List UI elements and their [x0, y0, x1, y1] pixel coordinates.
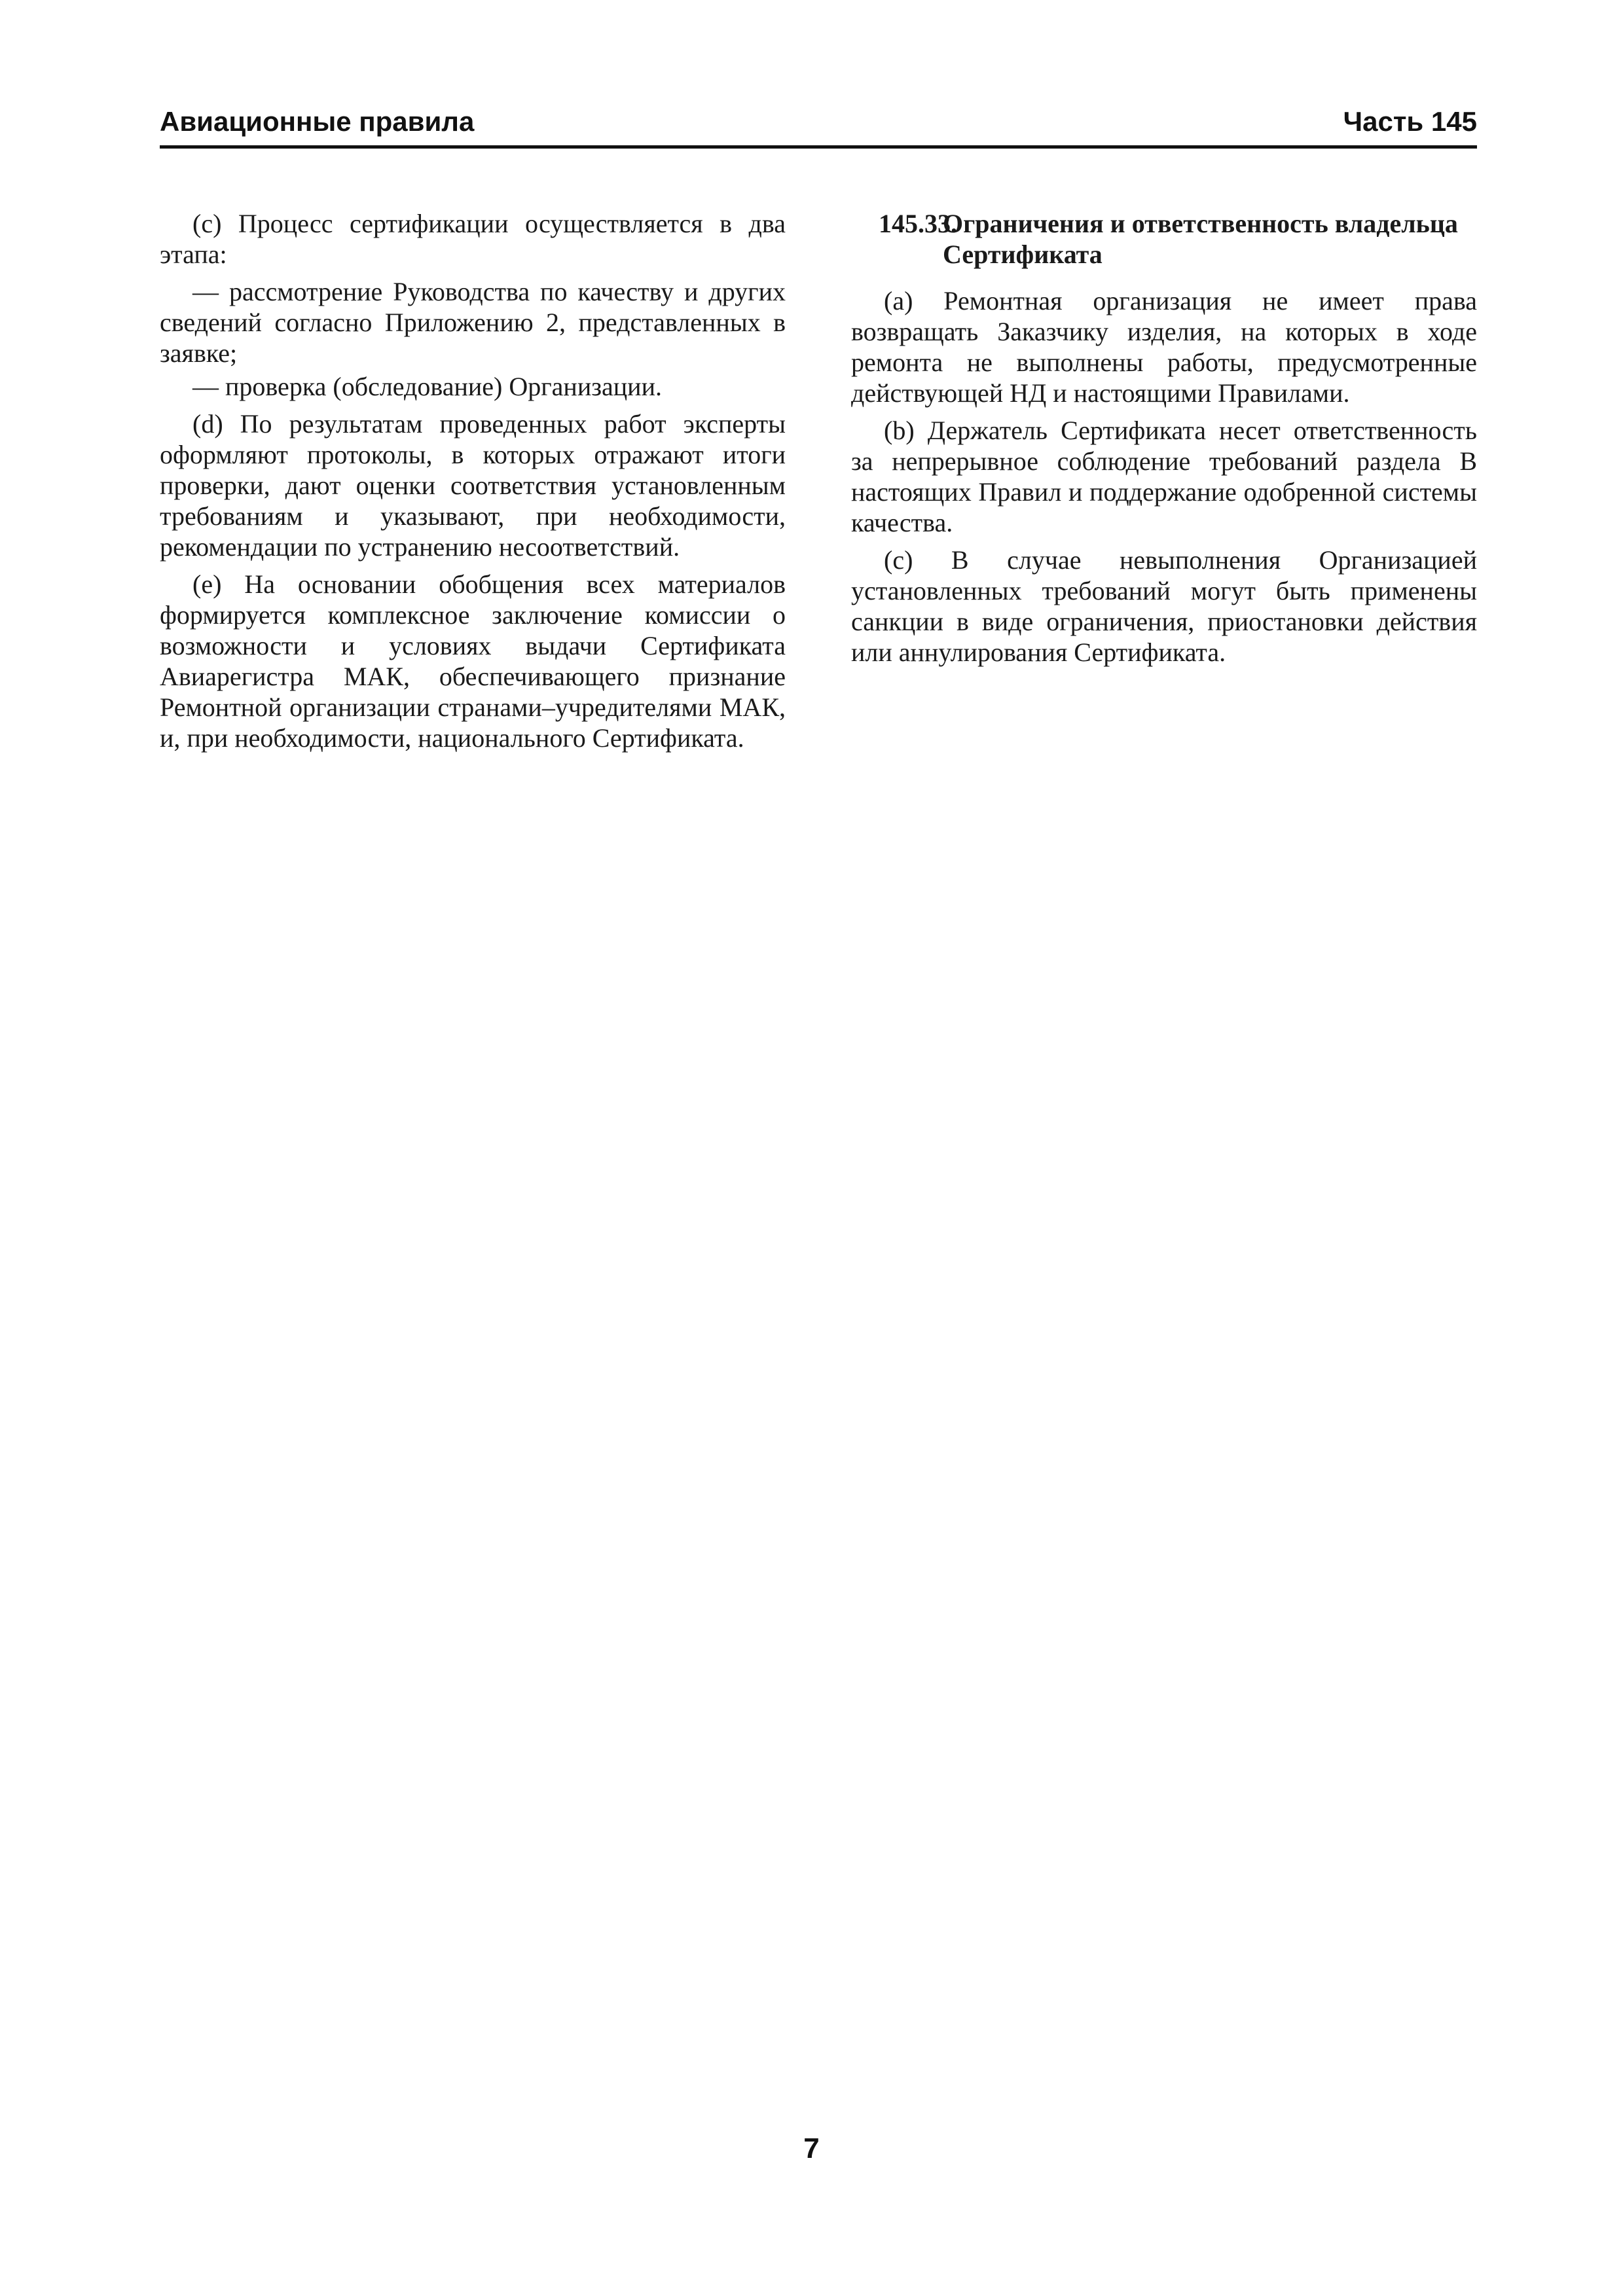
paragraph-a-return-restriction: (a) Ремонтная организация не имеет права возвращать Заказчику изделия, на которых в ходе ремонта не выполнены работы, предусмотренные действующей НД и настоящими Правилами.: [851, 286, 1477, 408]
section-number: 145.33.: [879, 209, 957, 238]
paragraph-e-conclusion: (e) На основании обобщения всех материалов формируется комплексное заключение комиссии о возможности и условиях выдачи Сертификата Авиарегистра МАК, обеспечивающего признание Ремонтной организации странами–учредителями МАК, и, при необходимости, национального Сертификата.: [160, 569, 786, 753]
header-rule: [160, 145, 1477, 149]
left-column: [160, 208, 786, 760]
paragraph-c-sanctions: (c) В случае невыполнения Организацией установленных требований могут быть применены санкции в виде ограничения, приостановки действия или аннулирования Сертификата.: [851, 545, 1477, 667]
list-item-inspection: — проверка (обследование) Организации.: [192, 372, 662, 401]
section-title: Ограничения и ответственность владельца Сертификата: [943, 209, 1458, 269]
paragraph-b-holder-responsibility: (b) Держатель Сертификата несет ответственность за непрерывное соблюдение требований раздела В настоящих Правил и поддержание одобренной системы качества.: [851, 416, 1477, 537]
list-item-manual-review: — рассмотрение Руководства по качеству и других сведений согласно Приложению 2, представленных в заявке;: [160, 277, 786, 368]
page-number: 7: [803, 2132, 820, 2164]
right-column: [851, 208, 1477, 674]
section-heading: [851, 208, 1477, 270]
paragraph-c-certification-stages: (c) Процесс сертификации осуществляется в два этапа:: [160, 209, 786, 269]
paragraph-d-protocols: (d) По результатам проведенных работ эксперты оформляют протоколы, в которых отражают итоги проверки, дают оценки соответствия установленным требованиям и указывают, при необходимости, рекомендации по устранению несоответствий.: [160, 409, 786, 562]
running-header: [160, 103, 1477, 148]
publication-title: Авиационные правила: [160, 106, 475, 137]
part-label: Часть 145: [1343, 106, 1477, 137]
